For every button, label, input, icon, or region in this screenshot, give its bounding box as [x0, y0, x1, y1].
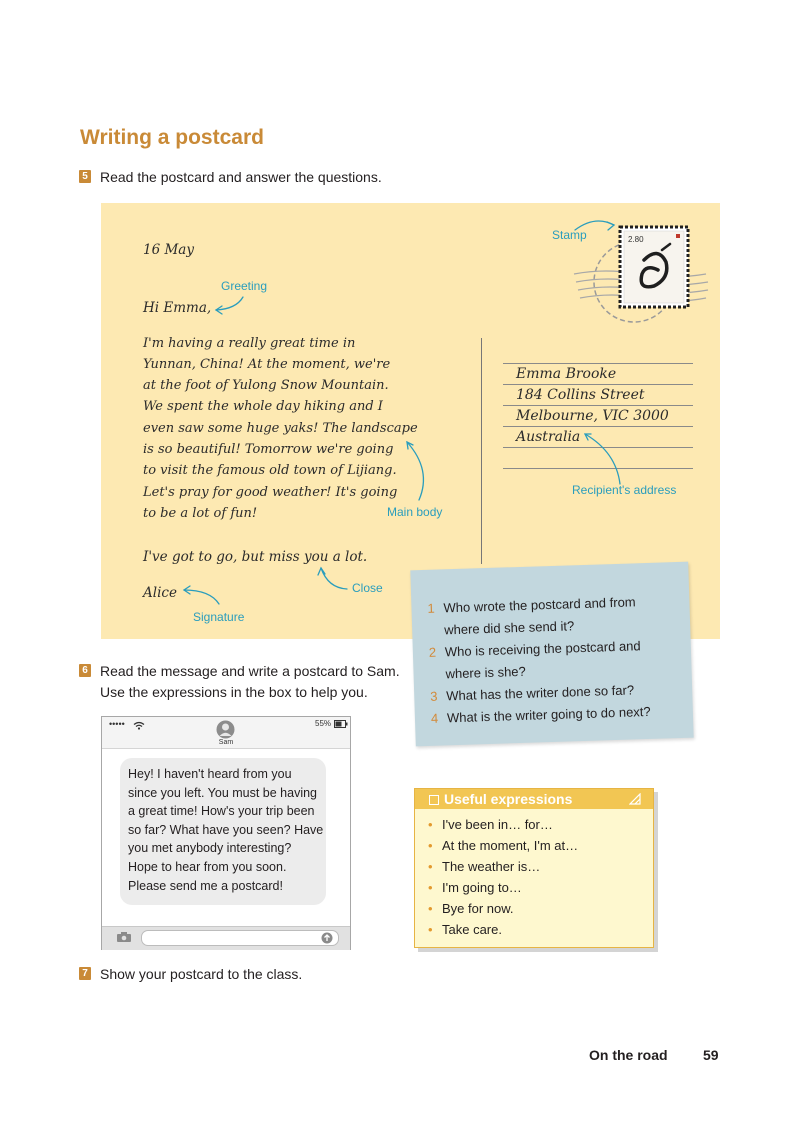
address-line: Australia — [516, 429, 581, 445]
useful-expressions-box — [414, 788, 654, 948]
useful-expression-text: The weather is… — [442, 859, 541, 874]
camera-icon[interactable] — [116, 931, 132, 943]
postcard-body-line: is so beautiful! Tomorrow we're going — [143, 442, 394, 457]
section-title: Writing a postcard — [80, 126, 264, 149]
bullet-icon: • — [428, 859, 433, 874]
wifi-icon — [133, 721, 145, 730]
useful-expression-text: Bye for now. — [442, 901, 514, 916]
battery-icon — [334, 720, 348, 728]
exercise-instruction: Show your postcard to the class. — [100, 966, 303, 982]
questions-box — [410, 562, 693, 747]
question-continuation: where is she? — [445, 663, 526, 682]
exercise-instruction: Read the message and write a postcard to Sam. — [100, 663, 400, 679]
useful-expression-text: I've been in… for… — [442, 817, 553, 832]
contact-name: Sam — [218, 739, 234, 746]
annotation-stamp: Stamp — [552, 228, 587, 242]
page-number: 59 — [703, 1047, 719, 1063]
bullet-icon: • — [428, 838, 433, 853]
message-line: a great time! How's your trip been — [128, 804, 315, 819]
useful-expression-text: I'm going to… — [442, 880, 522, 895]
annotation-recipient: Recipient's address — [572, 483, 677, 497]
exercise-6 — [79, 661, 409, 703]
bullet-icon: • — [428, 817, 433, 832]
message-line: you met anybody interesting? — [128, 841, 292, 856]
message-line: so far? What have you seen? Have — [128, 822, 324, 837]
postcard-body-line: to visit the famous old town of Lijiang. — [143, 463, 397, 478]
battery-percent: 55% — [315, 719, 332, 728]
message-input[interactable] — [141, 930, 339, 946]
address-line: 184 Collins Street — [516, 387, 645, 403]
question-number: 1 — [427, 600, 435, 616]
question-number: 2 — [428, 644, 437, 660]
postcard-body-line: We spent the whole day hiking and I — [143, 399, 383, 414]
question-number: 4 — [430, 710, 439, 726]
useful-expression-item — [428, 838, 578, 859]
useful-expression-text: Take care. — [442, 922, 502, 937]
message-line: Please send me a postcard! — [128, 878, 283, 893]
useful-expressions-title: Useful expressions — [444, 791, 573, 807]
postcard-body-line: at the foot of Yulong Snow Mountain. — [143, 378, 389, 393]
exercise-number-badge: 5 — [79, 170, 91, 183]
postcard-signature: Alice — [143, 585, 177, 601]
contact-avatar-icon — [216, 720, 235, 739]
message-line: Hope to hear from you soon. — [128, 859, 287, 874]
postcard-body-line: Yunnan, China! At the moment, we're — [143, 357, 391, 372]
annotation-close: Close — [352, 581, 383, 595]
postcard-body-line: even saw some huge yaks! The landscape — [143, 421, 418, 436]
bullet-icon: • — [428, 880, 433, 895]
question-text: Who wrote the postcard and from — [443, 594, 636, 616]
annotation-greeting: Greeting — [221, 279, 268, 293]
postcard-body-line: Let's pray for good weather! It's going — [143, 485, 398, 500]
useful-expression-item — [428, 922, 578, 943]
address-line: Melbourne, VIC 3000 — [516, 408, 669, 424]
bullet-icon: • — [428, 901, 433, 916]
useful-expression-item — [428, 859, 578, 880]
useful-expression-item — [428, 901, 578, 922]
useful-expression-item — [428, 817, 578, 838]
exercise-number-badge: 6 — [79, 664, 91, 677]
postcard-date: 16 May — [143, 242, 194, 258]
message-line: since you left. You must be having — [128, 785, 318, 800]
postcard-close: I've got to go, but miss you a lot. — [143, 549, 368, 565]
question-text: What has the writer done so far? — [446, 682, 635, 704]
annotation-signature: Signature — [193, 610, 245, 624]
send-icon[interactable] — [321, 932, 333, 944]
stamp-value: 2.80 — [628, 235, 644, 244]
exercise-instruction: Use the expressions in the box to help you. — [100, 684, 368, 700]
signal-indicator: ••••• — [109, 719, 125, 729]
message-bubble — [120, 758, 326, 905]
useful-expression-text: At the moment, I'm at… — [442, 838, 579, 853]
useful-expression-item — [428, 880, 578, 901]
postcard-body-line: to be a lot of fun! — [143, 506, 258, 521]
exercise-number-badge: 7 — [79, 967, 91, 980]
bullet-icon: • — [428, 922, 433, 937]
footer-unit-title: On the road — [589, 1047, 668, 1063]
message-line: Hey! I haven't heard from you — [128, 767, 292, 781]
postcard-body-line: I'm having a really great time in — [143, 336, 356, 351]
question-text: Who is receiving the postcard and — [444, 638, 641, 660]
address-line: Emma Brooke — [516, 366, 617, 382]
corner-triangle-icon — [629, 793, 641, 805]
question-number: 3 — [430, 688, 438, 704]
exercise-7 — [79, 964, 399, 985]
postcard-greeting: Hi Emma, — [143, 300, 212, 316]
annotation-main-body: Main body — [387, 505, 443, 519]
question-text: What is the writer going to do next? — [446, 703, 651, 726]
checkbox-icon — [429, 795, 439, 805]
exercise-instruction: Read the postcard and answer the questions. — [100, 169, 382, 185]
question-continuation: where did she send it? — [443, 618, 575, 638]
